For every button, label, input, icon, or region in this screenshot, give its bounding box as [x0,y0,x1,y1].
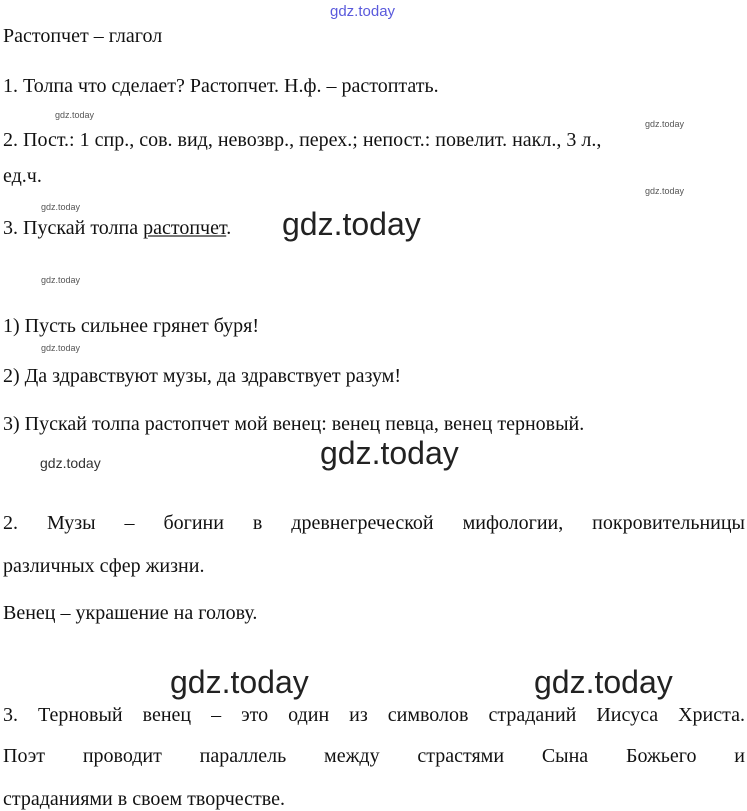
underlined-word: растопчет [143,217,227,239]
watermark-top: gdz.today [330,3,396,20]
paragraph-line: различных сфер жизни. [3,555,205,577]
paragraph-line: Поэт проводит параллель между страстями Сына Божьего и [3,745,745,767]
text-segment: . [226,217,232,239]
example-line: 1) Пусть сильнее грянет буря! [3,315,259,337]
watermark-mid: gdz.today [40,455,101,471]
watermark-big: gdz.today [282,206,421,242]
watermark-big: gdz.today [320,435,459,471]
watermark-small: gdz.today [41,343,81,353]
example-line: 2) Да здравствуют музы, да здравствует разум! [3,365,401,387]
text-segment: 3. Пускай толпа [3,217,144,239]
paragraph-line: страданиями в своем творчестве. [3,788,285,810]
watermark-big: gdz.today [534,664,673,700]
text-line [3,216,231,240]
example-line: 3) Пускай толпа растопчет мой венец: венец певца, венец терновый. [3,413,585,435]
text-line: 2. Пост.: 1 спр., сов. вид, невозвр., перех.; непост.: повелит. накл., 3 л., [3,129,602,151]
watermark-small: gdz.today [645,186,685,196]
watermark-small: gdz.today [55,110,95,120]
watermark-small: gdz.today [41,275,81,285]
text-line: 1. Толпа что сделает? Растопчет. Н.ф. – растоптать. [3,75,439,97]
document-title: Растопчет – глагол [3,25,163,47]
paragraph-line: 3. Терновый венец – это один из символов страданий Иисуса Христа. [3,704,745,726]
text-line: ед.ч. [3,165,42,187]
watermark-big: gdz.today [170,664,309,700]
watermark-small: gdz.today [645,119,685,129]
watermark-small: gdz.today [41,202,81,212]
paragraph-line: 2. Музы – богини в древнегреческой мифологии, покровительницы [3,512,745,534]
paragraph-line: Венец – украшение на голову. [3,602,258,624]
